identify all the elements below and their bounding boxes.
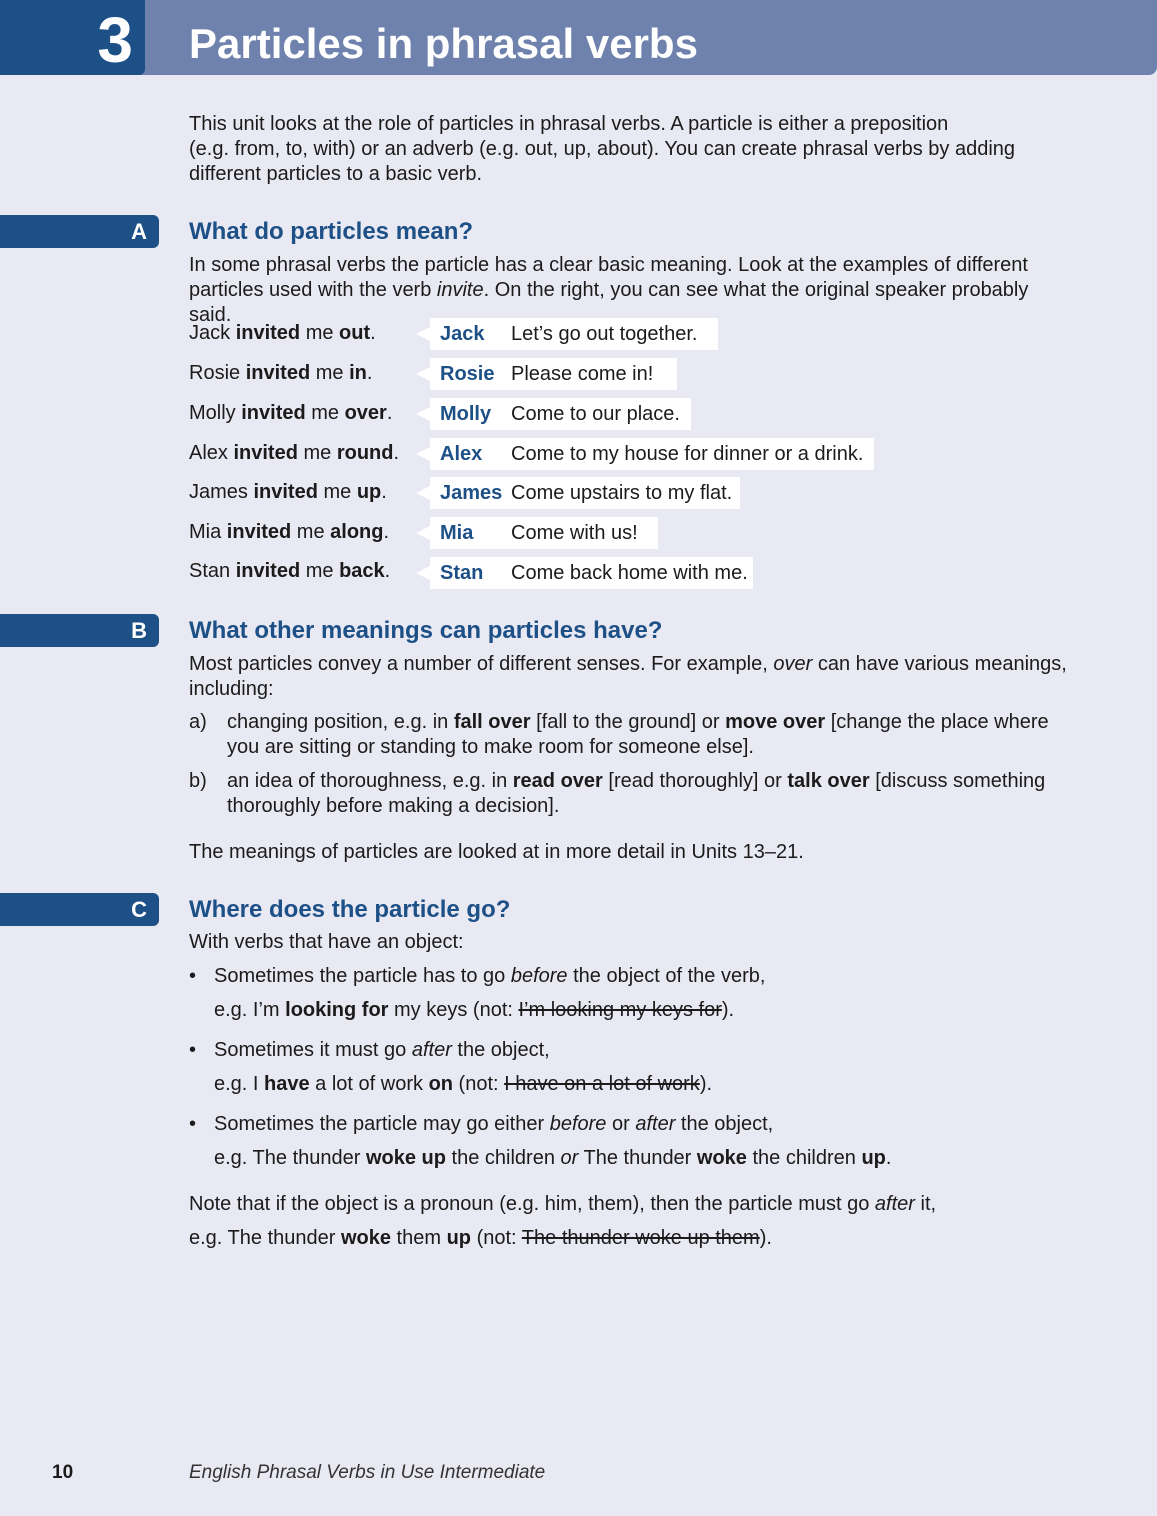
speech-text: Let’s go out together.	[511, 323, 698, 345]
speech-text: Come upstairs to my flat.	[511, 482, 733, 504]
example-sentence	[189, 558, 390, 584]
example-sentence	[189, 400, 392, 426]
speech-text: Come to our place.	[511, 403, 680, 425]
particle: round	[336, 442, 394, 464]
text: or	[606, 1113, 636, 1135]
punctuation: .	[384, 560, 391, 582]
speaker-name: Stan	[440, 562, 484, 584]
person-name: James	[189, 481, 248, 503]
section-b-heading: What other meanings can particles have?	[189, 617, 663, 644]
text: e.g. I	[214, 1073, 265, 1095]
example-sentence	[189, 479, 387, 505]
speech-bubble	[430, 398, 691, 430]
speech-bubble	[430, 358, 677, 390]
person-name: Stan	[189, 560, 231, 582]
example-sentence	[189, 519, 389, 545]
particle: on	[428, 1073, 453, 1095]
example-sentence	[189, 360, 372, 386]
emphasis: before	[510, 965, 568, 987]
object: me	[300, 560, 340, 582]
bullet-marker: •	[189, 1113, 197, 1135]
intro-line: This unit looks at the role of particles in phrasal verbs. A particle is either a preposition	[189, 113, 949, 135]
verb: invited	[226, 521, 292, 543]
person-name: Rosie	[189, 362, 241, 384]
text: [read thoroughly] or	[602, 770, 788, 792]
punctuation: .	[366, 362, 373, 384]
intro-line: particles used with the verb	[189, 279, 437, 301]
verb: invited	[235, 322, 301, 344]
page-number: 10	[52, 1462, 74, 1483]
speech-text: Come back home with me.	[511, 562, 748, 584]
text: the object of the verb,	[567, 965, 766, 987]
particle: along	[330, 521, 384, 543]
text: e.g. The thunder	[214, 1147, 366, 1169]
phrasal-verb: talk over	[787, 770, 870, 792]
example-sentence	[189, 320, 376, 346]
particle: back	[339, 560, 385, 582]
note	[189, 1192, 1069, 1217]
particle: out	[339, 322, 371, 344]
text: .	[885, 1147, 892, 1169]
text: them	[391, 1227, 447, 1249]
section-b-intro	[189, 652, 1069, 702]
object: me	[310, 362, 350, 384]
text: changing position, e.g. in	[227, 711, 454, 733]
particle: in	[349, 362, 367, 384]
person-name: Alex	[189, 442, 228, 464]
bullet-item	[214, 1038, 1074, 1063]
punctuation: .	[393, 442, 400, 464]
speech-text: Come with us!	[511, 522, 638, 544]
particle: up	[446, 1227, 472, 1249]
text: [discuss something	[869, 770, 1046, 792]
emphasis: or	[560, 1147, 579, 1169]
bullet-example	[214, 998, 1074, 1023]
emphasis: invite	[436, 279, 484, 301]
person-name: Mia	[189, 521, 222, 543]
text: (not:	[471, 1227, 522, 1249]
particle: up	[861, 1147, 886, 1169]
text: Sometimes the particle may go either	[214, 1113, 550, 1135]
verb: invited	[235, 560, 301, 582]
section-c-heading: Where does the particle go?	[189, 896, 511, 923]
note-example	[189, 1226, 1069, 1251]
section-c-tab: C	[0, 893, 159, 926]
text: my keys (not:	[388, 999, 519, 1021]
emphasis: after	[874, 1193, 915, 1215]
punctuation: .	[381, 481, 387, 503]
book-title: English Phrasal Verbs in Use Intermediate	[189, 1462, 546, 1483]
list-item	[227, 769, 1057, 819]
object: me	[297, 442, 337, 464]
text: [fall to the ground] or	[530, 711, 726, 733]
speaker-name: Jack	[440, 323, 485, 345]
phrasal-verb: woke up	[365, 1147, 446, 1169]
particle: up	[356, 481, 382, 503]
section-a-tab: A	[0, 215, 159, 248]
text: Most particles convey a number of different senses. For example,	[189, 653, 774, 675]
text: [change the place where	[825, 711, 1049, 733]
speaker-name: Mia	[440, 522, 474, 544]
section-a-heading: What do particles mean?	[189, 218, 474, 245]
speaker-name: Rosie	[440, 363, 495, 385]
verb: invited	[241, 402, 306, 424]
text: e.g. The thunder	[189, 1227, 341, 1249]
text: you are sitting or standing to make room for someone else].	[227, 736, 754, 758]
phrasal-verb: move over	[725, 711, 826, 733]
verb: invited	[253, 481, 318, 503]
example-sentence	[189, 440, 399, 466]
person-name: Jack	[189, 322, 231, 344]
section-a-intro	[189, 253, 1069, 328]
text: (not:	[453, 1073, 505, 1095]
list-marker: a)	[189, 711, 207, 733]
unit-number: 3	[0, 0, 145, 75]
page-title: Particles in phrasal verbs	[189, 20, 698, 67]
incorrect-example: I’m looking my keys for	[518, 999, 722, 1021]
text: an idea of thoroughness, e.g. in	[227, 770, 513, 792]
speech-text: Please come in!	[511, 363, 654, 385]
text: ).	[699, 1073, 713, 1095]
speaker-name: James	[440, 482, 503, 504]
text: the object,	[675, 1113, 774, 1135]
bullet-item	[214, 1112, 1074, 1137]
verb: invited	[245, 362, 311, 384]
section-b-outro: The meanings of particles are looked at in more detail in Units 13–21.	[189, 841, 804, 863]
punctuation: .	[386, 402, 393, 424]
text: Sometimes the particle has to go	[214, 965, 511, 987]
text: the children	[746, 1147, 862, 1169]
list-item	[227, 710, 1057, 760]
verb: woke	[340, 1227, 391, 1249]
speech-bubble	[430, 477, 740, 509]
speech-bubble	[430, 438, 874, 470]
text: Note that if the object is a pronoun (e.g. him, them), then the particle must go	[189, 1193, 875, 1215]
text: a lot of work	[309, 1073, 429, 1095]
bullet-example	[214, 1072, 1074, 1097]
text: can have various meanings,	[812, 653, 1067, 675]
phrasal-verb: read over	[512, 770, 603, 792]
speech-bubble	[430, 557, 753, 589]
phrasal-verb: fall over	[453, 711, 531, 733]
text: e.g. I’m	[214, 999, 286, 1021]
verb: invited	[233, 442, 298, 464]
text: the object,	[451, 1039, 550, 1061]
punctuation: .	[383, 521, 390, 543]
speech-bubble	[430, 517, 658, 549]
text: Sometimes it must go	[214, 1039, 412, 1061]
object: me	[317, 481, 357, 503]
object: me	[305, 402, 345, 424]
object: me	[300, 322, 340, 344]
punctuation: .	[370, 322, 376, 344]
intro-line: . On the right, you can see what the original speaker probably said.	[189, 279, 1029, 326]
speech-bubble	[430, 318, 718, 350]
text: including:	[189, 678, 274, 700]
phrasal-verb: looking for	[285, 999, 389, 1021]
intro-line: In some phrasal verbs the particle has a clear basic meaning. Look at the examples of different	[189, 254, 1028, 276]
emphasis: after	[635, 1113, 676, 1135]
intro-text	[189, 112, 1069, 187]
text: the children	[445, 1147, 561, 1169]
speaker-name: Alex	[440, 443, 483, 465]
text: thoroughly before making a decision].	[227, 795, 560, 817]
list-marker: b)	[189, 770, 207, 792]
speech-text: Come to my house for dinner or a drink.	[511, 443, 864, 465]
intro-line: different particles to a basic verb.	[189, 163, 483, 185]
intro-line: (e.g. from, to, with) or an adverb (e.g. out, up, about). You can create phrasal verbs by adding	[189, 138, 1016, 160]
text: ).	[759, 1227, 772, 1249]
bullet-item	[214, 964, 1074, 989]
section-c-intro: With verbs that have an object:	[189, 931, 464, 953]
phrasal-verb: have	[264, 1073, 310, 1095]
bullet-example	[214, 1146, 1074, 1171]
bullet-marker: •	[189, 965, 197, 987]
text: ).	[721, 999, 735, 1021]
bullet-marker: •	[189, 1039, 197, 1061]
emphasis: after	[411, 1039, 452, 1061]
text: The thunder	[578, 1147, 697, 1169]
section-b-tab: B	[0, 614, 159, 647]
incorrect-example: The thunder woke up them	[521, 1227, 760, 1249]
emphasis: before	[549, 1113, 607, 1135]
emphasis: over	[773, 653, 813, 675]
person-name: Molly	[189, 402, 236, 424]
text: it,	[914, 1193, 937, 1215]
particle: over	[344, 402, 387, 424]
incorrect-example: I have on a lot of work	[504, 1073, 700, 1095]
verb: woke	[696, 1147, 747, 1169]
object: me	[291, 521, 331, 543]
speaker-name: Molly	[440, 403, 492, 425]
